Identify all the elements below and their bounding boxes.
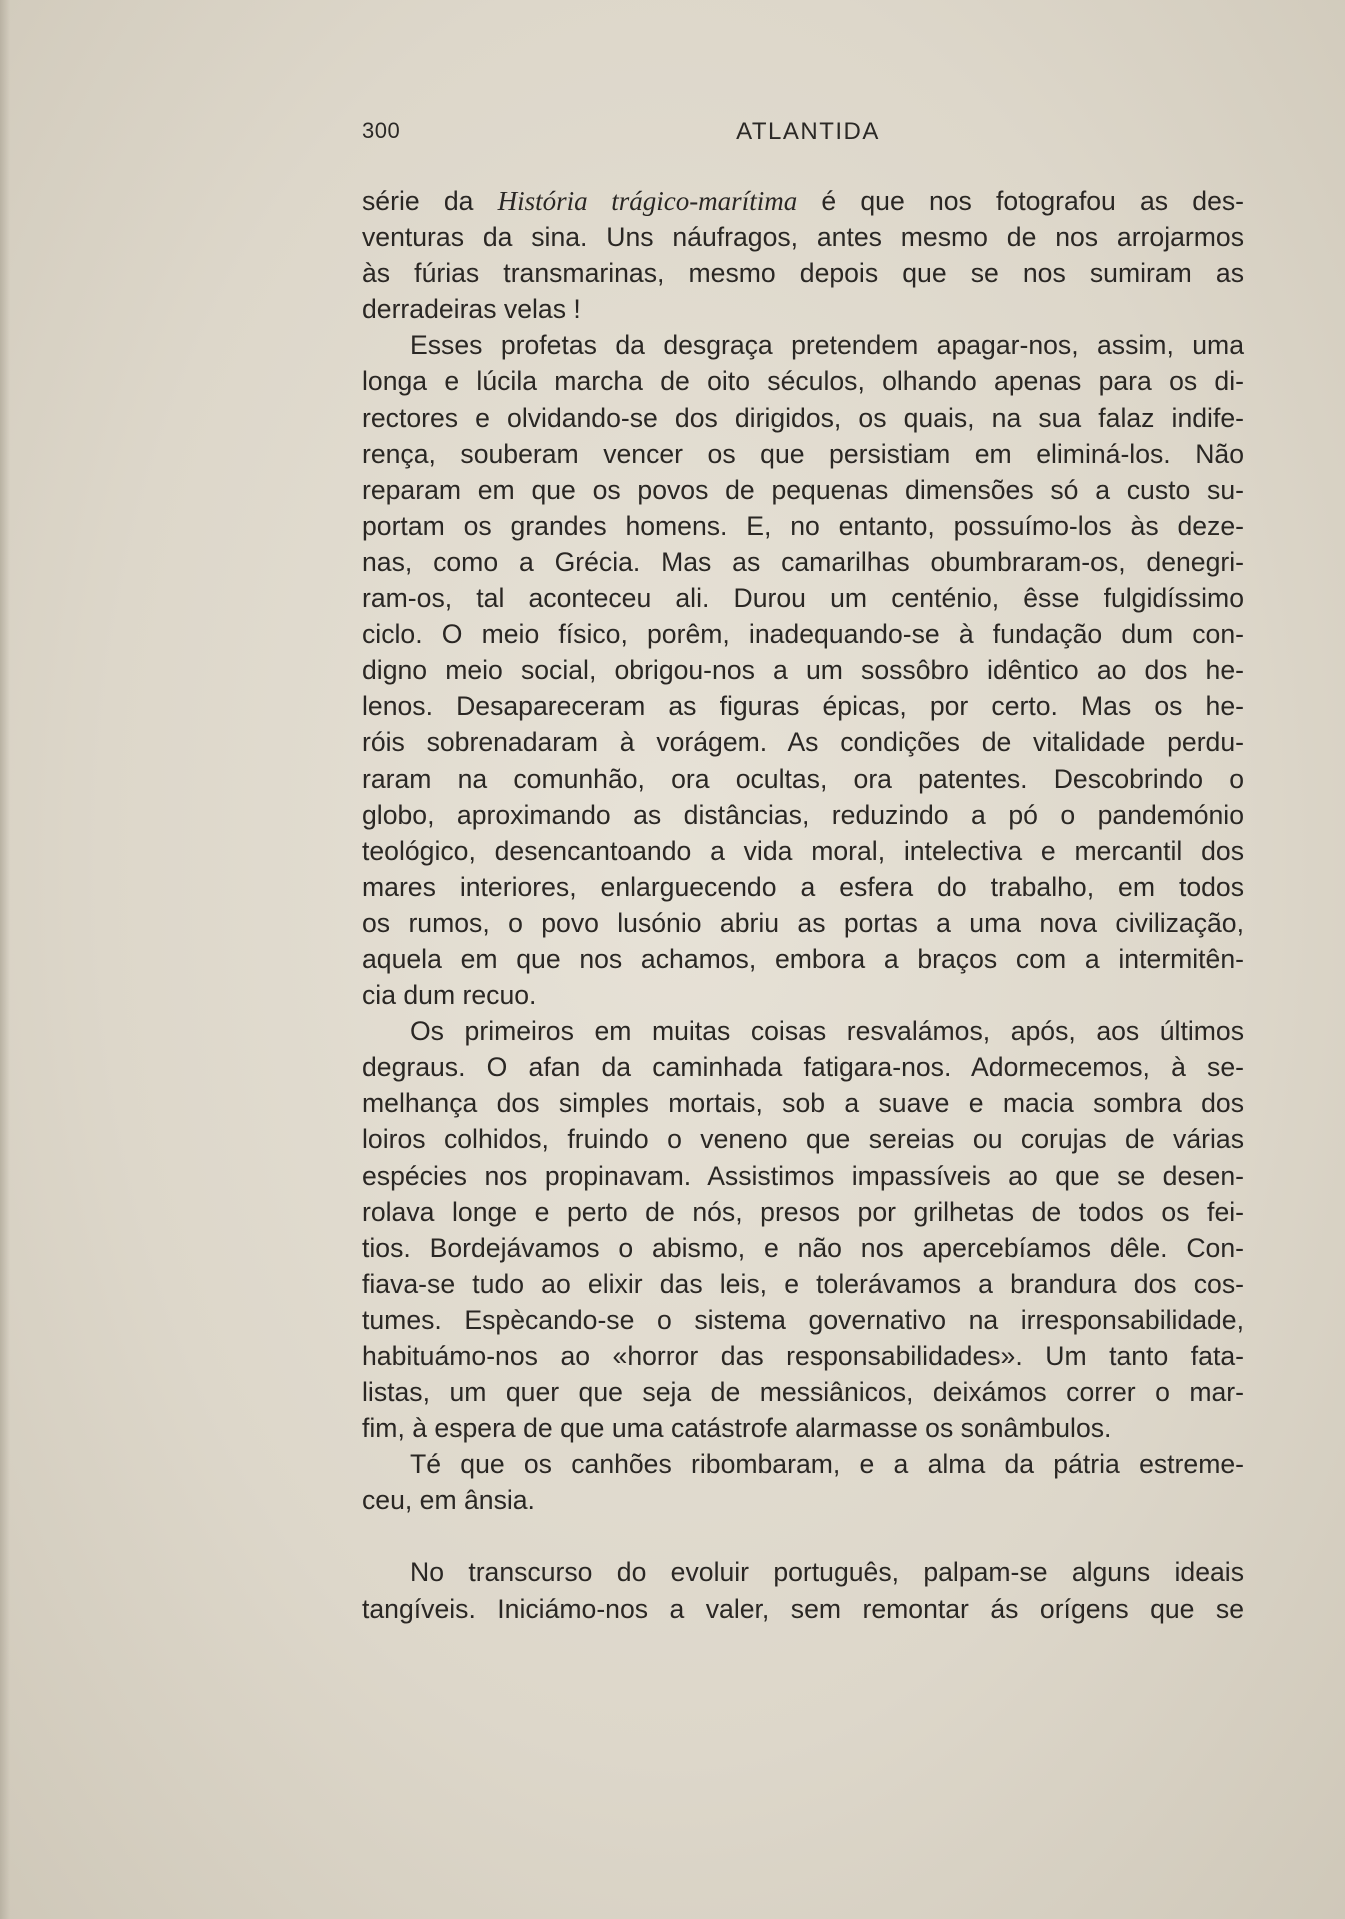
text-line: portam os grandes homens. E, no entanto, possuímo-los às deze-	[362, 510, 1244, 541]
text-line: rença, souberam vencer os que persistiam em eliminá-los. Não	[362, 438, 1244, 469]
text-line: habituámo-nos ao «horror das responsabilidades». Um tanto fata-	[362, 1341, 1244, 1371]
text-line: melhança dos simples mortais, sob a suave e macia sombra dos	[362, 1088, 1244, 1119]
text-line: tios. Bordejávamos o abismo, e não nos apercebíamos dêle. Con-	[362, 1232, 1244, 1263]
text-line: ceu, em ânsia.	[362, 1485, 535, 1516]
italic-title: História trágico-marítima	[497, 186, 798, 216]
text-line: listas, um quer que seja de messiânicos, deixámos correr o mar-	[362, 1377, 1244, 1408]
running-title: ATLANTIDA	[736, 118, 880, 145]
text-line: fiava-se tudo ao elixir das leis, e tolerávamos a brandura dos cos-	[362, 1268, 1244, 1299]
text-line: os rumos, o povo lusónio abriu as portas a uma nova civilização,	[362, 907, 1244, 938]
text-line: No transcurso do evoluir português, palpam-se alguns ideais	[410, 1557, 1244, 1588]
text-line: reparam em que os povos de pequenas dimensões só a custo su-	[362, 474, 1244, 505]
text-line: Os primeiros em muitas coisas resvalámos, após, aos últimos	[410, 1016, 1244, 1047]
text-line: raram na comunhão, ora ocultas, ora patentes. Descobrindo o	[362, 763, 1244, 794]
paragraph-5	[362, 1554, 1244, 1626]
text-line: digno meio social, obrigou-nos a um sossôbro idêntico ao dos he-	[362, 655, 1244, 686]
text-line: espécies nos propinavam. Assistimos impassíveis ao que se desen-	[362, 1160, 1244, 1191]
text-line: lenos. Desapareceram as figuras épicas, por certo. Mas os he-	[362, 691, 1244, 722]
text-line: cia dum recuo.	[362, 980, 537, 1011]
text-line: teológico, desencantoando a vida moral, intelectiva e mercantil dos	[362, 835, 1244, 866]
text-line: Té que os canhões ribombaram, e a alma da pátria estreme-	[410, 1449, 1244, 1480]
text-line: aquela em que nos achamos, embora a braços com a intermitên-	[362, 943, 1244, 974]
text-line: loiros colhidos, fruindo o veneno que sereias ou corujas de várias	[362, 1124, 1244, 1155]
text-line: mares interiores, enlarguecendo a esfera do trabalho, em todos	[362, 871, 1244, 902]
text-line: série da História trágico-marítima é que nos fotografou as des-	[362, 186, 1245, 216]
text-line: tumes. Espècando-se o sistema governativo na irresponsabilidade,	[362, 1304, 1244, 1335]
paragraph-1	[362, 183, 1244, 327]
section-gap	[362, 1518, 1244, 1554]
page-edge-shadow	[0, 0, 10, 1919]
running-head	[362, 118, 1254, 158]
text-line: róis sobrenadaram à vorágem. As condições de vitalidade perdu-	[362, 727, 1244, 758]
paragraph-4	[362, 1446, 1244, 1518]
text-line: derradeiras velas !	[362, 294, 581, 325]
text-line: nas, como a Grécia. Mas as camarilhas obumbraram-os, denegri-	[362, 546, 1244, 577]
text-line: fim, à espera de que uma catástrofe alarmasse os sonâmbulos.	[362, 1413, 1112, 1444]
paragraph-2	[362, 327, 1244, 1013]
text-line: globo, aproximando as distâncias, reduzindo a pó o pandemónio	[362, 799, 1244, 830]
page-number: 300	[362, 118, 401, 143]
text-line: longa e lúcila marcha de oito séculos, olhando apenas para os di-	[362, 366, 1244, 397]
text-line: rolava longe e perto de nós, presos por grilhetas de todos os fei-	[362, 1196, 1244, 1227]
text-line: degraus. O afan da caminhada fatigara-nos. Adormecemos, à se-	[362, 1052, 1244, 1083]
text-line: rectores e olvidando-se dos dirigidos, os quais, na sua falaz indife-	[362, 402, 1244, 433]
text-line: tangíveis. Iniciámo-nos a valer, sem remontar ás orígens que se	[362, 1593, 1244, 1624]
paragraph-3	[362, 1013, 1244, 1446]
text-line: ciclo. O meio físico, porêm, inadequando-se à fundação dum con-	[362, 619, 1244, 650]
text-line: às fúrias transmarinas, mesmo depois que se nos sumiram as	[362, 258, 1244, 289]
text-line: Esses profetas da desgraça pretendem apagar-nos, assim, uma	[410, 330, 1244, 361]
text-line: venturas da sina. Uns náufragos, antes mesmo de nos arrojarmos	[362, 222, 1244, 253]
text-line: ram-os, tal aconteceu ali. Durou um centénio, êsse fulgidíssimo	[362, 583, 1244, 614]
body-text	[362, 183, 1244, 1627]
